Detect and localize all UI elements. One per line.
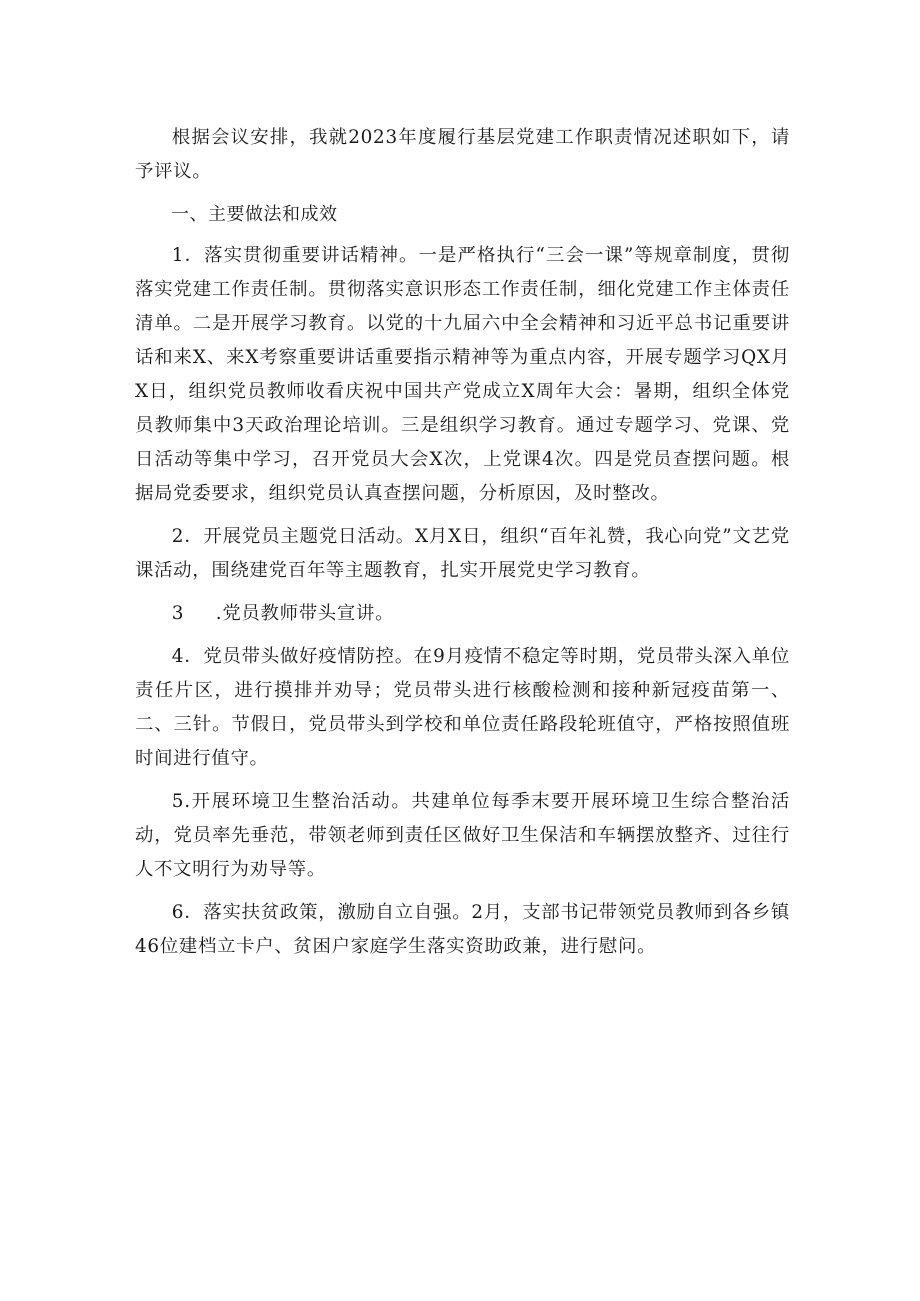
item-3-text: .党员教师带头宣讲。 xyxy=(215,603,395,624)
intro-paragraph: 根据会议安排，我就2023年度履行基层党建工作职责情况述职如下，请予评议。 xyxy=(135,127,790,182)
item-4-paragraph: 4．党员带头做好疫情防控。在9月疫情不稳定等时期，党员带头深入单位责任片区，进行摸排并劝导；党员带头进行核酸检测和接种新冠疫苗第一、二、三针。节假日，党员带头到学校和单位责任路段轮班值守，严格按照值班时间进行值守。 xyxy=(135,646,790,769)
item-1-paragraph: 1．落实贯彻重要讲话精神。一是严格执行“三会一课”等规章制度，贯彻落实党建工作责任制。贯彻落实意识形态工作责任制，细化党建工作主体责任清单。二是开展学习教育。以党的十九届六中全会精神和习近平总书记重要讲话和来X、来X考察重要讲话重要指示精神等为重点内容，开展专题学习QX月X日，组织党员教师收看庆祝中国共产党成立X周年大会：暑期，组织全体党员教师集中3天政治理论培训。三是组织学习教育。通过专题学习、党课、党日活动等集中学习，召开党员大会X次，上党课4次。四是党员查摆问题。根据局党委要求，组织党员认真查摆问题，分析原因，及时整改。 xyxy=(135,245,790,504)
item-2-paragraph: 2．开展党员主题党日活动。X月X日，组织“百年礼赞，我心向党”文艺党课活动，围绕建党百年等主题教育，扎实开展党史学习教育。 xyxy=(135,526,790,581)
item-5-paragraph: 5.开展环境卫生整治活动。共建单位每季末要开展环境卫生综合整治活动，党员率先垂范，带领老师到责任区做好卫生保洁和车辆摆放整齐、过往行人不文明行为劝导等。 xyxy=(135,791,790,880)
item-3-paragraph xyxy=(135,597,790,631)
document-body xyxy=(135,121,790,973)
section-heading: 一、主要做法和成效 xyxy=(171,204,338,225)
item-6-paragraph: 6．落实扶贫政策，激励自立自强。2月，支部书记带领党员教师到各乡镇46位建档立卡户、贫困户家庭学生落实资助政兼，进行慰问。 xyxy=(135,902,790,957)
item-3-number: 3 xyxy=(171,603,185,624)
